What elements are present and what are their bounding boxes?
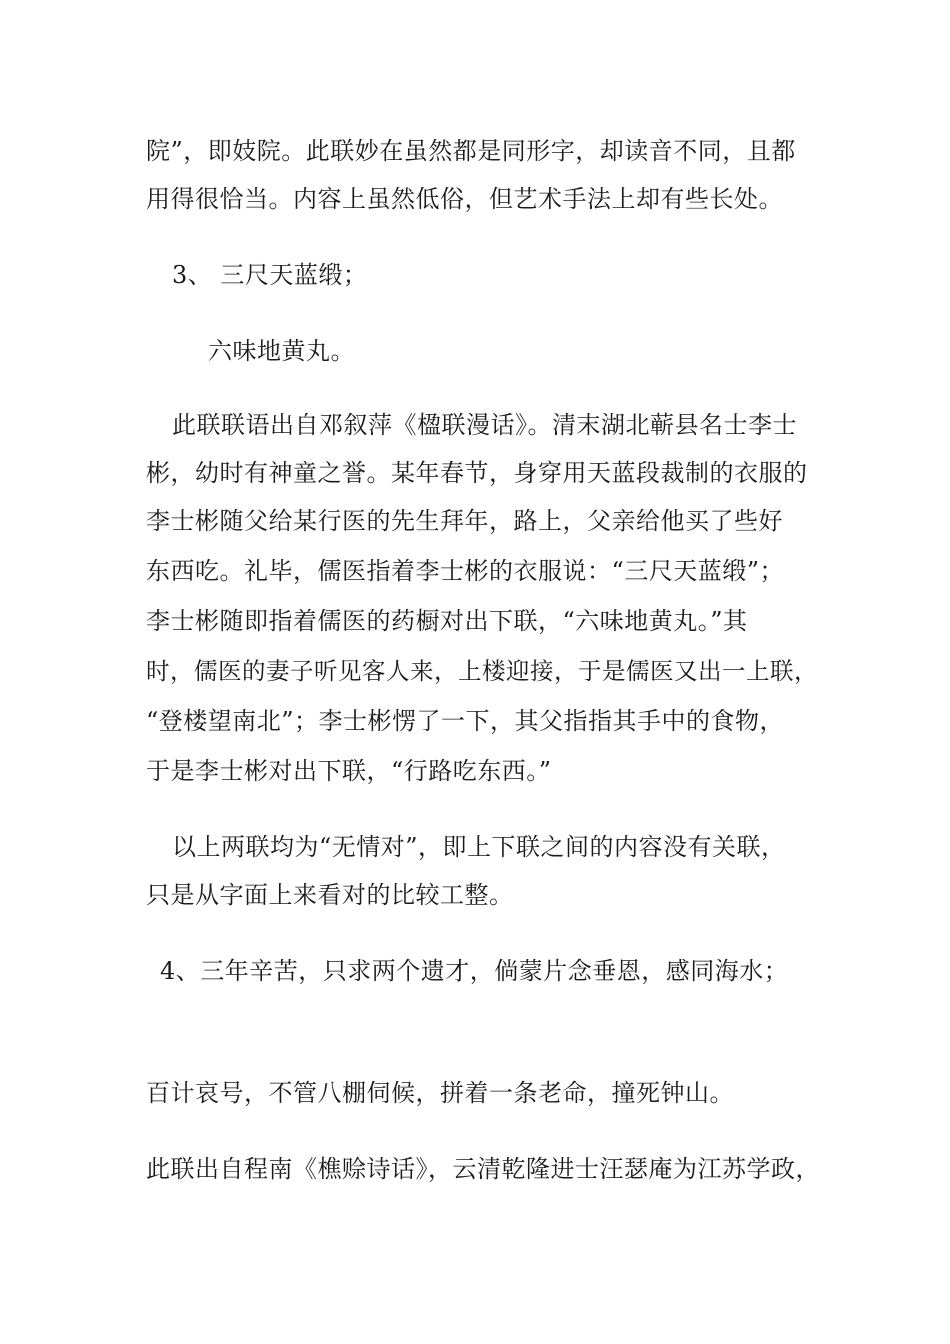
text-line: 此联出自程南《樵赊诗话》，云清乾隆进士汪瑟庵为江苏学政，: [146, 1155, 820, 1183]
section-heading: 3、 三尺天蓝缎；: [172, 261, 368, 289]
text-line: 于是李士彬对出下联，“行路吃东西。”: [146, 757, 552, 785]
text-line: 东西吃。礼毕，儒医指着李士彬的衣服说：“三尺天蓝缎”；: [146, 557, 785, 585]
text-line: 只是从字面上来看对的比较工整。: [146, 881, 514, 909]
couplet-line: 百计哀号，不管八棚伺候，拼着一条老命，撞死钟山。: [146, 1079, 734, 1107]
text-line: 院”，即妓院。此联妙在虽然都是同形字，却读音不同，且都: [146, 137, 796, 165]
text-line: 彬，幼时有神童之誉。某年春节，身穿用天蓝段裁制的衣服的: [146, 459, 808, 487]
text-line: 时，儒医的妻子听见客人来，上楼迎接，于是儒医又出一上联，: [146, 657, 818, 685]
text-line: 李士彬随父给某行医的先生拜年，路上，父亲给他买了些好: [146, 507, 783, 535]
text-line: 以上两联均为“无情对”，即上下联之间的内容没有关联，: [172, 833, 786, 861]
text-line: 此联联语出自邓叙萍《楹联漫话》。清末湖北蕲县名士李士: [172, 411, 797, 439]
text-line: “登楼望南北”；李士彬愣了一下，其父指指其手中的食物，: [146, 707, 785, 735]
couplet-line: 六味地黄丸。: [208, 337, 355, 365]
text-line: 李士彬随即指着儒医的药橱对出下联，“六味地黄丸。”其: [146, 607, 748, 635]
text-line: 用得很恰当。内容上虽然低俗，但艺术手法上却有些长处。: [146, 185, 783, 213]
section-heading: 4、三年辛苦，只求两个遗才，倘蒙片念垂恩，感同海水；: [160, 957, 789, 985]
